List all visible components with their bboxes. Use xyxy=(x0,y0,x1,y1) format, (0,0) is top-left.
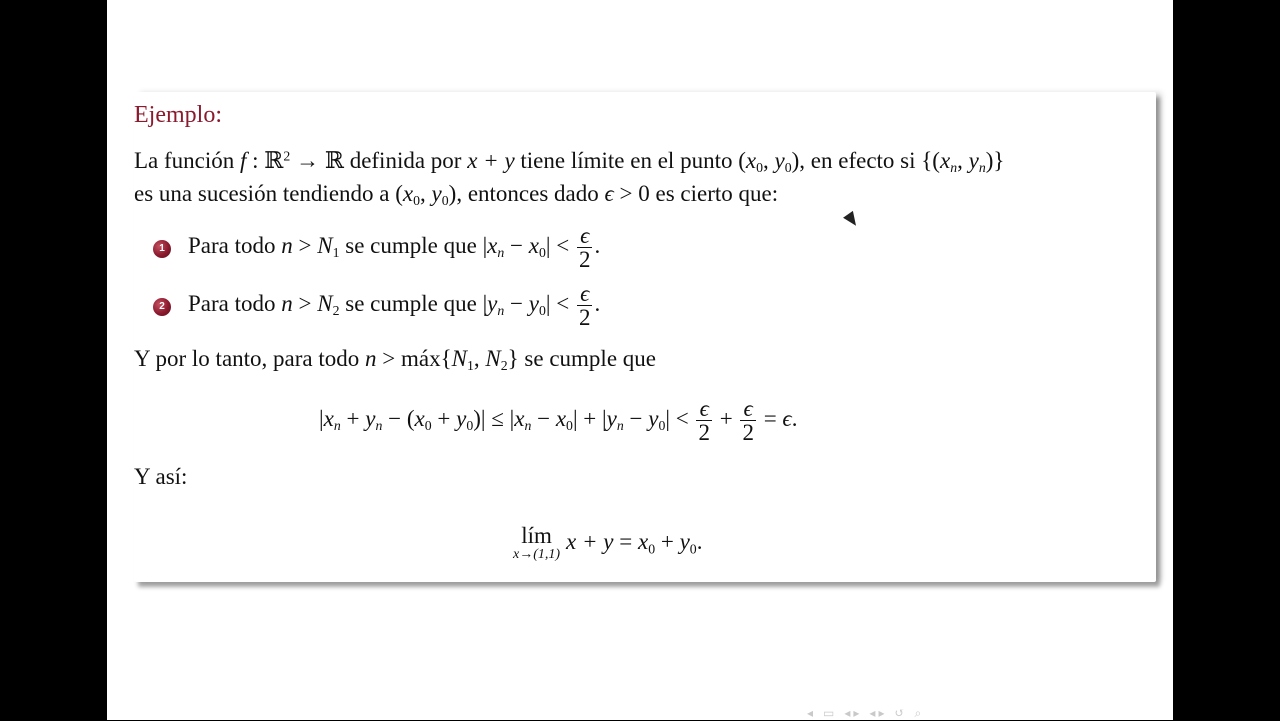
nav-subsection-icon[interactable]: ◂ ▸ xyxy=(869,706,885,720)
fraction: $\frac{\epsilon}{2}$ xyxy=(742,396,754,445)
nav-section-icon[interactable]: ◂ ▸ xyxy=(844,706,860,720)
intro-line-1: La función f : ℝ$^2$ → ℝ definida por x + y tiene límite en el punto ($x_0$, $y_0$), en efecto si {($x_n$, $y_n$)} xyxy=(134,148,1005,176)
bullet-1-icon: 1 xyxy=(153,240,171,258)
nav-frame-icon[interactable]: ▭ xyxy=(823,706,835,720)
list-item-1: Para todo $n > N_1$ se cumple que $|x_n - x_0|$ < $\frac{\epsilon}{2}$ . xyxy=(188,223,601,272)
block-title: Ejemplo: xyxy=(134,102,222,128)
slide xyxy=(107,0,1173,720)
beamer-navigation[interactable] xyxy=(807,706,1167,720)
list-item-2: Para todo $n > N_2$ se cumple que $|y_n - y_0|$ < $\frac{\epsilon}{2}$ . xyxy=(188,281,601,330)
bullet-2-icon: 2 xyxy=(153,298,171,316)
intro-line-2: es una sucesión tendiendo a ($x_0$, $y_0$), entonces dado ϵ > 0 es cierto que: xyxy=(134,181,779,209)
fraction: $\frac{\epsilon}{2}$ xyxy=(578,223,591,272)
nav-left-icon[interactable]: ◂ xyxy=(807,706,814,720)
example-block xyxy=(134,92,1156,582)
therefore-line: Y por lo tanto, para todo $n > máx\{N_1$, $N_2$} se cumple que xyxy=(134,346,656,374)
inequality-display: $|x_n + y_n - (x_0 + y_0)| \le |x_n - x_0| + |y_n - y_0|$ < $\frac{\epsilon}{2}$ + $\frac{\epsilon}{2}$ = ϵ. xyxy=(319,396,798,445)
nav-search-icon[interactable]: ⌕ xyxy=(914,706,922,720)
fraction: $\frac{\epsilon}{2}$ xyxy=(698,396,710,445)
limit-operator: lím x→(1,1) xyxy=(513,523,561,562)
limit-display: lím x→(1,1) $x + y = x_0 + y_0$. xyxy=(513,523,703,562)
nav-back-icon[interactable]: ↺ xyxy=(894,706,905,720)
fraction: $\frac{\epsilon}{2}$ xyxy=(578,281,591,330)
asi-line: Y así: xyxy=(134,464,188,489)
